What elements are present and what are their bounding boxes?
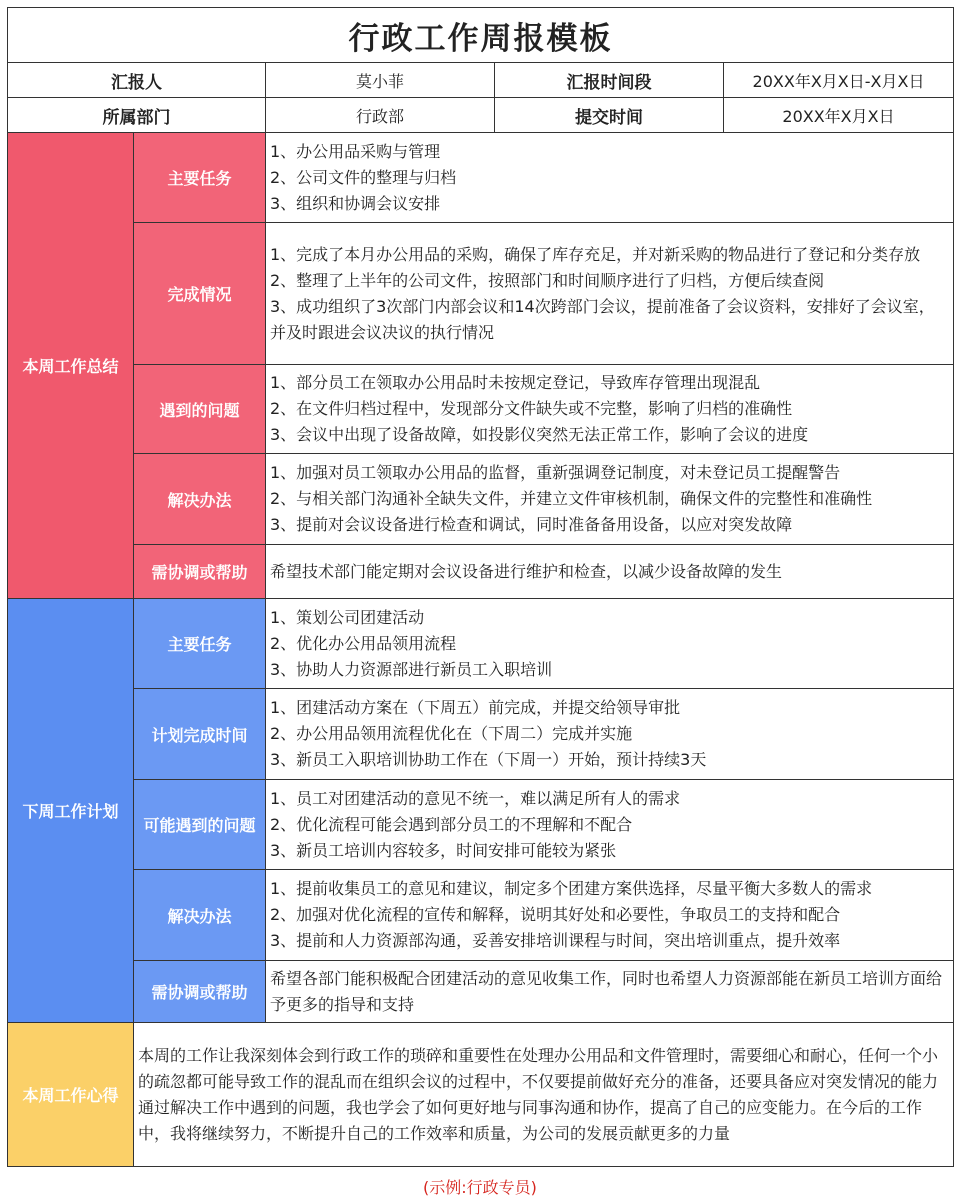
list-item: 1、策划公司团建活动 [270, 607, 425, 627]
plan-risks-content [266, 780, 954, 870]
list-item: 1、提前收集员工的意见和建议，制定多个团建方案供选择，尽量平衡大多数人的需求 [270, 879, 873, 898]
plan-help-label: 需协调或帮助 [134, 961, 266, 1023]
list-item: 1、办公用品采购与管理 [270, 141, 441, 161]
list-item: 2、公司文件的整理与归档 [270, 167, 457, 187]
list-item: 2、在文件归档过程中，发现部分文件缺失或不完整，影响了归档的准确性 [270, 399, 793, 418]
reflection-section-label: 本周工作心得 [8, 1023, 134, 1167]
summary-completion-label: 完成情况 [134, 223, 266, 365]
dept-value: 行政部 [266, 98, 495, 133]
summary-problems-label: 遇到的问题 [134, 365, 266, 454]
list-item: 2、优化办公用品领用流程 [270, 633, 457, 653]
summary-help-label: 需协调或帮助 [134, 545, 266, 599]
plan-risks-label: 可能遇到的问题 [134, 780, 266, 870]
list-item: 3、提前对会议设备进行检查和调试，同时准备备用设备，以应对突发故障 [270, 515, 793, 534]
example-caption: (示例:行政专员) [423, 1178, 537, 1197]
list-item: 1、加强对员工领取办公用品的监督，重新强调登记制度，对未登记员工提醒警告 [270, 463, 841, 482]
reporter-value: 莫小菲 [266, 63, 495, 98]
list-item: 2、加强对优化流程的宣传和解释，说明其好处和必要性，争取员工的支持和配合 [270, 905, 841, 924]
summary-completion-content [266, 223, 954, 365]
summary-section-label: 本周工作总结 [8, 133, 134, 599]
dept-label: 所属部门 [8, 98, 266, 133]
plan-help-content [266, 961, 954, 1023]
plan-solutions-label: 解决办法 [134, 870, 266, 961]
period-label: 汇报时间段 [495, 63, 724, 98]
plan-section-label: 下周工作计划 [8, 599, 134, 1023]
submit-label: 提交时间 [495, 98, 724, 133]
list-item: 3、新员工入职培训协助工作在（下周一）开始，预计持续3天 [270, 750, 707, 769]
list-item: 3、会议中出现了设备故障，如投影仪突然无法正常工作，影响了会议的进度 [270, 425, 809, 444]
list-item: 3、协助人力资源部进行新员工入职培训 [270, 659, 553, 679]
summary-main-tasks-content [266, 133, 954, 223]
list-item: 3、成功组织了3次部门内部会议和14次跨部门会议，提前准备了会议资料，安排好了会议室，并及时跟进会议决议的执行情况 [270, 296, 935, 342]
plan-solutions-content [266, 870, 954, 961]
list-item: 希望各部门能积极配合团建活动的意见收集工作，同时也希望人力资源部能在新员工培训方面给予更多的指导和支持 [270, 968, 943, 1014]
list-item: 3、提前和人力资源部沟通，妥善安排培训课程与时间，突出培训重点，提升效率 [270, 931, 841, 950]
list-item: 希望技术部门能定期对会议设备进行维护和检查，以减少设备故障的发生 [270, 561, 783, 581]
summary-solutions-label: 解决办法 [134, 454, 266, 545]
submit-value: 20XX年X月X日 [724, 98, 954, 133]
reflection-content: 本周的工作让我深刻体会到行政工作的琐碎和重要性在处理办公用品和文件管理时，需要细心和耐心，任何一个小的疏忽都可能导致工作的混乱而在组织会议的过程中，不仅要提前做好充分的准备，还要具备应对突发情况的能力通过解决工作中遇到的问题，我也学会了如何更好地与同事沟通和协作，提高了自己的应变能力。在今后的工作中，我将继续努力，不断提升自己的工作效率和质量，为公司的发展贡献更多的力量 [134, 1023, 954, 1167]
plan-deadline-label: 计划完成时间 [134, 689, 266, 780]
report-table [7, 7, 954, 1167]
list-item: 2、整理了上半年的公司文件，按照部门和时间顺序进行了归档，方便后续查阅 [270, 270, 825, 290]
list-item: 2、办公用品领用流程优化在（下周二）完成并实施 [270, 724, 633, 743]
list-item: 3、组织和协调会议安排 [270, 193, 441, 213]
list-item: 2、与相关部门沟通补全缺失文件，并建立文件审核机制，确保文件的完整性和准确性 [270, 489, 873, 508]
plan-main-tasks-content [266, 599, 954, 689]
summary-help-content [266, 545, 954, 599]
plan-main-tasks-label: 主要任务 [134, 599, 266, 689]
list-item: 1、团建活动方案在（下周五）前完成，并提交给领导审批 [270, 698, 681, 717]
period-value: 20XX年X月X日-X月X日 [724, 63, 954, 98]
list-item: 1、完成了本月办公用品的采购，确保了库存充足，并对新采购的物品进行了登记和分类存放 [270, 244, 921, 264]
list-item: 2、优化流程可能会遇到部分员工的不理解和不配合 [270, 814, 633, 834]
summary-main-tasks-label: 主要任务 [134, 133, 266, 223]
plan-deadline-content [266, 689, 954, 780]
list-item: 1、员工对团建活动的意见不统一，难以满足所有人的需求 [270, 788, 681, 808]
reporter-label: 汇报人 [8, 63, 266, 98]
weekly-report-sheet [7, 7, 953, 1167]
page-title: 行政工作周报模板 [8, 8, 954, 63]
list-item: 1、部分员工在领取办公用品时未按规定登记，导致库存管理出现混乱 [270, 373, 761, 392]
summary-solutions-content [266, 454, 954, 545]
list-item: 3、新员工培训内容较多，时间安排可能较为紧张 [270, 840, 617, 860]
summary-problems-content [266, 365, 954, 454]
